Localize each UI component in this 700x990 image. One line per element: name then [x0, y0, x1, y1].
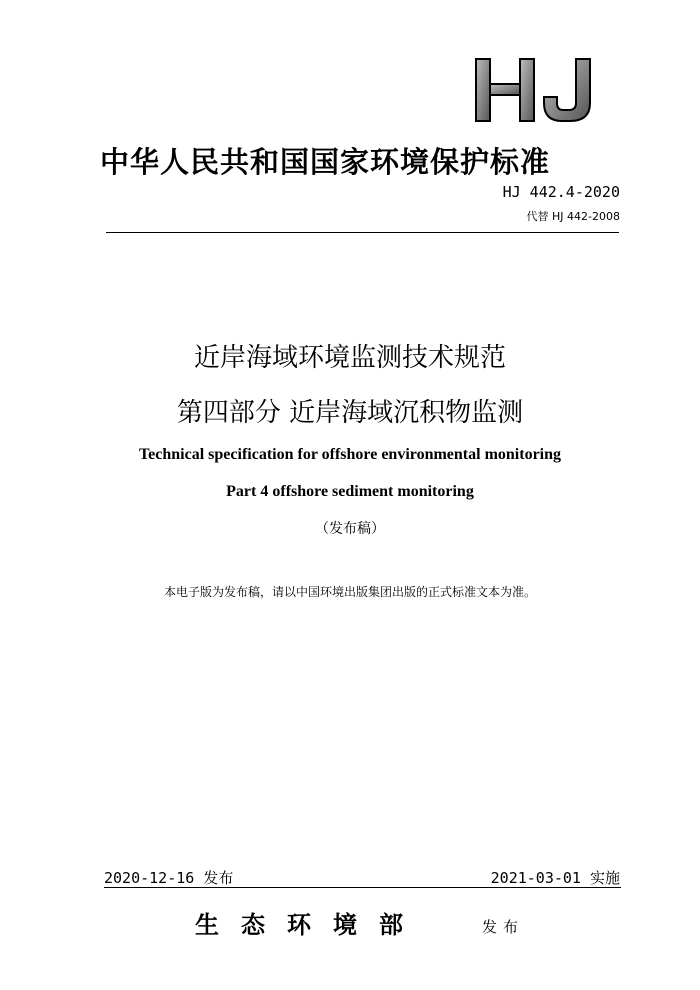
document-title-line1: 近岸海域环境监测技术规范: [193, 343, 506, 373]
publish-word: 发布: [482, 918, 525, 936]
english-title-line2: Part 4 offshore sediment monitoring: [226, 483, 474, 500]
publisher-name: 生态环境部: [195, 910, 425, 939]
header-divider: [106, 232, 619, 233]
draft-label: （发布稿）: [315, 521, 385, 537]
footer-divider: [104, 887, 621, 888]
edition-notice: 本电子版为发布稿，请以中国环境出版集团出版的正式标准文本为准。: [163, 585, 536, 599]
issue-date: 2020-12-16 发布: [104, 869, 234, 887]
english-title-line1: Technical specification for offshore environmental monitoring: [138, 446, 562, 463]
replaces-standard: 代替 HJ 442-2008: [526, 210, 620, 223]
hj-logo-graphic: [470, 56, 610, 126]
document-title-line2: 第四部分 近岸海域沉积物监测: [176, 398, 524, 428]
effective-date: 2021-03-01 实施: [490, 869, 620, 887]
standard-number: HJ 442.4-2020: [502, 183, 620, 201]
country-standard-title: 中华人民共和国国家环境保护标准: [100, 145, 551, 179]
hj-logo: [470, 56, 610, 126]
